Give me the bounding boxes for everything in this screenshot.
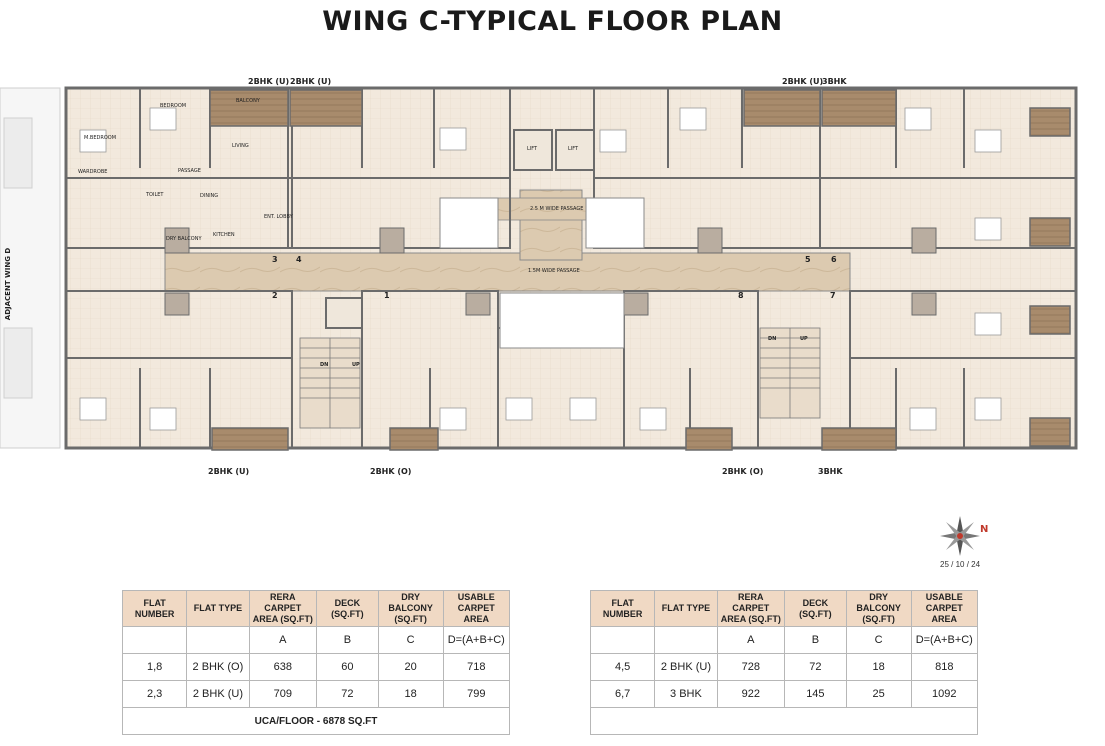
table-cell — [591, 627, 655, 654]
table-row — [123, 654, 510, 681]
room-label: DN — [320, 362, 329, 368]
col-header: DECK (SQ.FT) — [317, 591, 379, 627]
table-cell: B — [785, 627, 847, 654]
table-cell: 709 — [249, 681, 316, 708]
balcony — [822, 90, 896, 126]
table-cell: 3 BHK — [655, 681, 717, 708]
col-header: FLAT TYPE — [655, 591, 717, 627]
table-cell: B — [317, 627, 379, 654]
main-corridor — [165, 253, 850, 291]
room-label: BALCONY — [236, 98, 260, 104]
adjacent-wing-label: ADJACENT WING D — [4, 247, 13, 321]
room-label: BEDROOM — [160, 103, 187, 109]
room-label: LIFT — [568, 146, 579, 152]
table-cell: 2 BHK (O) — [187, 654, 249, 681]
passage-label: 2.5 M WIDE PASSAGE — [530, 206, 584, 212]
table-cell: 6,7 — [591, 681, 655, 708]
table-cell: A — [249, 627, 316, 654]
flat-label-bottom: 2BHK (O) — [370, 467, 412, 476]
col-header: DECK (SQ.FT) — [785, 591, 847, 627]
balcony — [212, 428, 288, 450]
flat-label-top: 2BHK (U) — [248, 77, 290, 86]
corridor-label: 1.5M WIDE PASSAGE — [528, 268, 580, 274]
table-footer — [591, 708, 978, 735]
table-cell: 18 — [846, 654, 911, 681]
table-cell: 799 — [443, 681, 509, 708]
table-cell: 2 BHK (U) — [655, 654, 717, 681]
unit-number: 7 — [830, 291, 836, 300]
table-cell: 60 — [317, 654, 379, 681]
table-cell: 1092 — [911, 681, 977, 708]
table-cell: A — [717, 627, 784, 654]
col-header: DRY BALCONY (SQ.FT) — [378, 591, 443, 627]
unit-number: 1 — [384, 291, 390, 300]
flat-label-bottom: 2BHK (U) — [208, 467, 250, 476]
room-label: DRY BALCONY — [166, 236, 202, 242]
table-cell: 728 — [717, 654, 784, 681]
table-cell: 72 — [785, 654, 847, 681]
flat-label-top: 2BHK (U) — [782, 77, 824, 86]
table-subheader-row — [123, 627, 510, 654]
balcony — [822, 428, 896, 450]
table-cell — [655, 627, 717, 654]
balcony — [744, 90, 820, 126]
room-label: TOILET — [146, 192, 164, 198]
table-cell: 4,5 — [591, 654, 655, 681]
table-row — [591, 681, 978, 708]
col-header: FLAT NUMBER — [123, 591, 187, 627]
flat-label-bottom: 3BHK — [818, 467, 843, 476]
balcony — [686, 428, 732, 450]
room-label: WARDROBE — [78, 169, 108, 175]
balcony — [1030, 418, 1070, 446]
table-row — [123, 681, 510, 708]
plan-date: 25 / 10 / 24 — [940, 560, 981, 569]
table-cell — [123, 627, 187, 654]
table-cell: 2,3 — [123, 681, 187, 708]
table-cell: 25 — [846, 681, 911, 708]
area-table-right — [590, 590, 978, 735]
col-header: USABLE CARPET AREA — [911, 591, 977, 627]
unit-number: 3 — [272, 255, 278, 264]
table-subheader-row — [591, 627, 978, 654]
flat-label-top: 2BHK (U) — [290, 77, 332, 86]
table-cell: 1,8 — [123, 654, 187, 681]
compass-icon — [938, 514, 982, 558]
col-header: RERA CARPET AREA (SQ.FT) — [717, 591, 784, 627]
page-title: WING C-TYPICAL FLOOR PLAN — [322, 6, 783, 37]
table-cell: C — [378, 627, 443, 654]
room-label: DINING — [200, 193, 219, 199]
unit-number: 2 — [272, 291, 278, 300]
col-header: FLAT TYPE — [187, 591, 249, 627]
col-header: DRY BALCONY (SQ.FT) — [846, 591, 911, 627]
table-cell: 145 — [785, 681, 847, 708]
table-cell: 2 BHK (U) — [187, 681, 249, 708]
unit-number: 6 — [831, 255, 837, 264]
flat-label-bottom: 2BHK (O) — [722, 467, 764, 476]
table-row — [591, 654, 978, 681]
table-cell: 638 — [249, 654, 316, 681]
compass-north-label: N — [980, 524, 989, 535]
table-cell: 72 — [317, 681, 379, 708]
table-footer-row — [123, 708, 510, 735]
room-label: KITCHEN — [213, 232, 235, 238]
area-table-left — [122, 590, 510, 735]
table-cell: 20 — [378, 654, 443, 681]
col-header: RERA CARPET AREA (SQ.FT) — [249, 591, 316, 627]
balcony — [210, 90, 288, 126]
unit-number: 8 — [738, 291, 744, 300]
table-footer: UCA/FLOOR - 6878 SQ.FT — [123, 708, 510, 735]
balcony — [390, 428, 438, 450]
table-cell: 818 — [911, 654, 977, 681]
table-cell — [187, 627, 249, 654]
flat-label-top: 3BHK — [822, 77, 847, 86]
table-cell: 18 — [378, 681, 443, 708]
floor-plan — [0, 78, 1105, 478]
room-label: DN — [768, 336, 777, 342]
balcony — [1030, 306, 1070, 334]
table-cell: 922 — [717, 681, 784, 708]
balcony — [1030, 218, 1070, 246]
room-label: ENT. LOBBY — [264, 214, 293, 220]
table-cell: D=(A+B+C) — [443, 627, 509, 654]
balcony — [1030, 108, 1070, 136]
balcony — [290, 90, 362, 126]
unit-number: 4 — [296, 255, 302, 264]
table-cell: D=(A+B+C) — [911, 627, 977, 654]
room-label: LIVING — [232, 143, 249, 149]
room-label: PASSAGE — [178, 168, 201, 174]
room-label: M.BEDROOM — [84, 135, 117, 141]
table-footer-row — [591, 708, 978, 735]
col-header: USABLE CARPET AREA — [443, 591, 509, 627]
room-label: LIFT — [527, 146, 538, 152]
col-header: FLAT NUMBER — [591, 591, 655, 627]
table-cell: 718 — [443, 654, 509, 681]
table-cell: C — [846, 627, 911, 654]
room-label: UP — [800, 336, 808, 342]
room-label: UP — [352, 362, 360, 368]
unit-number: 5 — [805, 255, 811, 264]
